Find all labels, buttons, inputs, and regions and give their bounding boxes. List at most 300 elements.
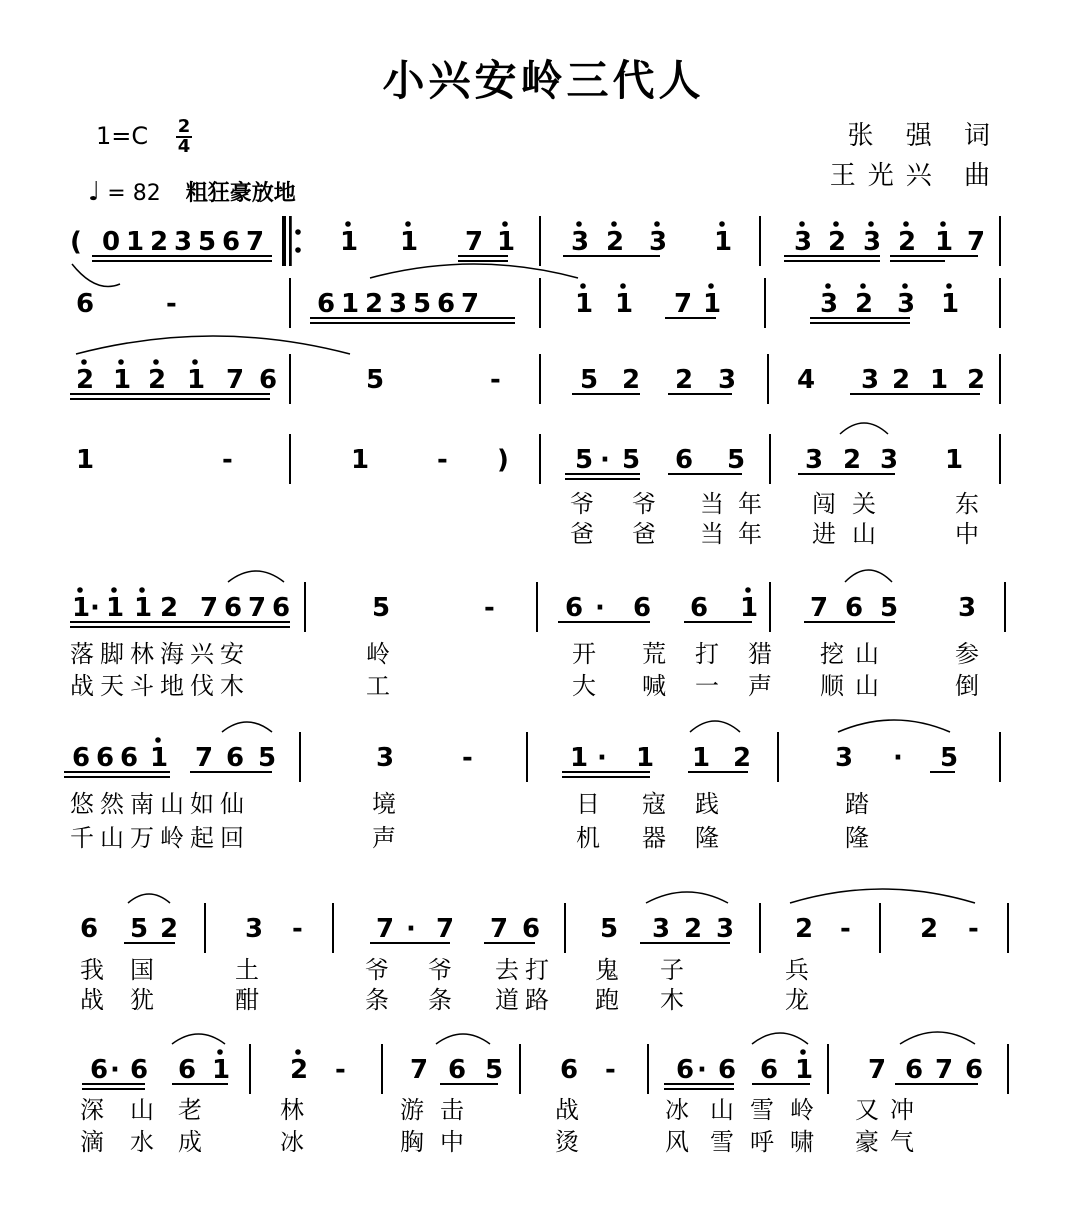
lyric-verse-1: 鬼 <box>595 956 619 984</box>
score-note: 5 <box>413 289 432 319</box>
octave-dot-high <box>405 221 411 227</box>
score-note: 3 <box>245 914 264 944</box>
lyric-verse-2: 起 <box>190 824 214 852</box>
lyric-verse-1: 山 <box>160 790 184 818</box>
lyric-verse-1: 如 <box>190 790 214 818</box>
score-note: · <box>90 593 100 623</box>
score-note: 1 <box>106 593 125 623</box>
score-note: 3 <box>376 743 395 773</box>
octave-dot-high <box>111 587 117 593</box>
octave-dot-high <box>81 359 87 365</box>
lyricist-credit: 张 强 词 <box>847 121 1002 151</box>
expression-marking: 粗狂豪放地 <box>185 181 296 206</box>
lyric-verse-1: 岭 <box>790 1096 814 1124</box>
lyric-verse-1: 战 <box>555 1096 579 1124</box>
score-note: 7 <box>200 593 219 623</box>
score-note: 1 <box>570 743 589 773</box>
lyric-verse-2: 天 <box>100 672 124 700</box>
score-note: 5 <box>372 593 391 623</box>
score-note: - <box>484 593 495 623</box>
score-note: 7 <box>226 365 245 395</box>
score-note: 5 <box>727 445 746 475</box>
octave-dot-high <box>860 283 866 289</box>
repeat-dot <box>295 229 301 235</box>
score-note: 5 <box>130 914 149 944</box>
score-note: 3 <box>897 289 916 319</box>
score-note: · <box>110 1055 120 1085</box>
score-note: 6 <box>676 1055 695 1085</box>
score-note: 7 <box>967 227 986 257</box>
score-note: - <box>605 1055 616 1085</box>
score-note: 6 <box>317 289 336 319</box>
score-note: - <box>335 1055 346 1085</box>
score-note: 5 <box>940 743 959 773</box>
lyric-verse-1: 土 <box>235 956 259 984</box>
score-note: 2 <box>290 1055 309 1085</box>
score-note: 0 <box>102 227 121 257</box>
lyric-verse-2: 声 <box>372 824 396 852</box>
score-note: 1 <box>795 1055 814 1085</box>
score-note: 6 <box>760 1055 779 1085</box>
lyric-verse-1: 闯 <box>812 490 836 518</box>
lyric-verse-1: 老 <box>178 1096 202 1124</box>
score-note: 6 <box>130 1055 149 1085</box>
lyric-verse-2: 当 <box>700 520 724 548</box>
lyric-verse-1: 然 <box>100 790 124 818</box>
score-note: 5 <box>600 914 619 944</box>
composer-credit: 王光兴 曲 <box>829 161 1002 191</box>
score-note: 2 <box>160 593 179 623</box>
octave-dot-high <box>719 221 725 227</box>
score-note: 6 <box>633 593 652 623</box>
score-note: 7 <box>461 289 480 319</box>
lyric-verse-2: 水 <box>130 1128 154 1156</box>
slur-arc <box>76 336 350 354</box>
score-note: · <box>595 593 605 623</box>
slur-arc <box>752 1033 808 1044</box>
lyric-verse-2: 斗 <box>130 672 154 700</box>
lyric-verse-2: 大 <box>572 672 596 700</box>
score-note: 5 <box>258 743 277 773</box>
score-note: · <box>893 743 903 773</box>
octave-dot-high <box>502 221 508 227</box>
score-note: 6 <box>90 1055 109 1085</box>
octave-dot-high <box>708 283 714 289</box>
lyric-verse-1: 林 <box>280 1096 304 1124</box>
lyric-verse-2: 风 <box>665 1128 689 1156</box>
slur-arc <box>840 423 888 434</box>
lyric-verse-2: 地 <box>160 672 184 700</box>
octave-dot-high <box>217 1049 223 1055</box>
lyric-verse-1: 境 <box>372 790 396 818</box>
lyric-verse-1: 打 <box>525 956 549 984</box>
octave-dot-high <box>833 221 839 227</box>
lyric-verse-2: 雪 <box>710 1128 734 1156</box>
score-note: 5 <box>880 593 899 623</box>
lyric-verse-1: 安 <box>220 640 244 668</box>
score-note: · <box>600 445 610 475</box>
tempo-bpm: = 82 <box>107 181 161 206</box>
slur-arc <box>228 571 284 582</box>
score-note: 7 <box>490 914 509 944</box>
score-note: - <box>292 914 303 944</box>
lyric-verse-1: 日 <box>576 790 600 818</box>
lyric-verse-1: 爷 <box>632 490 656 518</box>
octave-dot-high <box>799 221 805 227</box>
score-note: 2 <box>76 365 95 395</box>
score-note: 1 <box>945 445 964 475</box>
octave-dot-high <box>576 221 582 227</box>
score-note: 1 <box>575 289 594 319</box>
score-note: 3 <box>805 445 824 475</box>
lyric-verse-2: 路 <box>525 986 549 1014</box>
lyric-verse-2: 喊 <box>642 672 666 700</box>
lyric-verse-2: 爸 <box>570 520 594 548</box>
score-note: 7 <box>246 227 265 257</box>
score-note: 2 <box>148 365 167 395</box>
score-note: 3 <box>649 227 668 257</box>
octave-dot-high <box>654 221 660 227</box>
lyric-verse-2: 冰 <box>280 1128 304 1156</box>
score-note: 7 <box>248 593 267 623</box>
lyric-verse-2: 烫 <box>555 1128 579 1156</box>
lyric-verse-2: 伐 <box>190 672 214 700</box>
lyric-verse-2: 顺 <box>820 672 844 700</box>
score-note: 6 <box>718 1055 737 1085</box>
score-note: 3 <box>652 914 671 944</box>
score-note: 6 <box>965 1055 984 1085</box>
score-note: 6 <box>437 289 456 319</box>
octave-dot-high <box>295 1049 301 1055</box>
lyric-verse-2: 条 <box>365 986 389 1014</box>
score-note: 2 <box>898 227 917 257</box>
lyric-verse-1: 兵 <box>785 956 809 984</box>
lyric-verse-1: 爷 <box>365 956 389 984</box>
score-note: 2 <box>150 227 169 257</box>
score-note: 6 <box>675 445 694 475</box>
score-note: 1 <box>340 227 359 257</box>
lyric-verse-2: 山 <box>100 824 124 852</box>
score-note: · <box>597 743 607 773</box>
lyric-verse-1: 海 <box>160 640 184 668</box>
lyric-verse-1: 冲 <box>890 1096 914 1124</box>
lyric-verse-1: 践 <box>695 790 719 818</box>
lyric-verse-2: 成 <box>178 1128 202 1156</box>
score-note: ( <box>70 227 82 257</box>
score-note: 1 <box>126 227 145 257</box>
slur-arc <box>790 889 975 903</box>
repeat-dot <box>295 247 301 253</box>
octave-dot-high <box>192 359 198 365</box>
octave-dot-high <box>345 221 351 227</box>
slur-arc <box>690 721 740 732</box>
score-note: 6 <box>259 365 278 395</box>
score-note: 1 <box>341 289 360 319</box>
lyric-verse-2: 木 <box>660 986 684 1014</box>
lyric-verse-1: 我 <box>80 956 104 984</box>
lyric-verse-2: 工 <box>366 672 390 700</box>
score-note: 7 <box>410 1055 429 1085</box>
lyric-verse-1: 林 <box>130 640 154 668</box>
score-note: 7 <box>868 1055 887 1085</box>
score-note: 2 <box>843 445 862 475</box>
score-note: 5 <box>366 365 385 395</box>
lyric-verse-1: 年 <box>738 490 762 518</box>
time-signature-top: 2 <box>177 116 191 137</box>
quarter-note-icon: ♩ <box>88 177 101 207</box>
lyric-verse-2: 条 <box>428 986 452 1014</box>
lyric-verse-1: 脚 <box>100 640 124 668</box>
slur-arc <box>838 720 950 732</box>
octave-dot-high <box>620 283 626 289</box>
time-signature-bottom: 4 <box>177 136 191 157</box>
score-note: 5 <box>580 365 599 395</box>
score-note: 7 <box>935 1055 954 1085</box>
score-note: 1 <box>400 227 419 257</box>
score-note: 3 <box>716 914 735 944</box>
lyric-verse-1: 冰 <box>665 1096 689 1124</box>
lyric-verse-2: 爸 <box>632 520 656 548</box>
slur-arc <box>222 722 272 732</box>
lyric-verse-2: 啸 <box>790 1128 814 1156</box>
score-note: 2 <box>855 289 874 319</box>
score-note: 3 <box>389 289 408 319</box>
score-note: 5 <box>575 445 594 475</box>
score-note: - <box>166 289 177 319</box>
lyric-verse-1: 踏 <box>845 790 869 818</box>
lyric-verse-1: 挖 <box>820 640 844 668</box>
lyric-verse-1: 打 <box>695 640 719 668</box>
lyric-verse-1: 东 <box>955 490 979 518</box>
lyric-verse-2: 进 <box>812 520 836 548</box>
octave-dot-high <box>139 587 145 593</box>
score-note: 6 <box>76 289 95 319</box>
octave-dot-high <box>946 283 952 289</box>
slur-arc <box>900 1032 975 1044</box>
octave-dot-high <box>153 359 159 365</box>
lyric-verse-1: 游 <box>400 1096 424 1124</box>
score-note: 6 <box>690 593 709 623</box>
lyric-verse-1: 山 <box>130 1096 154 1124</box>
score-note: 1 <box>636 743 655 773</box>
score-note: - <box>437 445 448 475</box>
score-note: 2 <box>828 227 847 257</box>
lyric-verse-2: 年 <box>738 520 762 548</box>
lyric-verse-2: 龙 <box>785 986 809 1014</box>
lyric-verse-1: 南 <box>130 790 154 818</box>
octave-dot-high <box>77 587 83 593</box>
lyric-verse-1: 国 <box>130 956 154 984</box>
score-note: 2 <box>892 365 911 395</box>
octave-dot-high <box>868 221 874 227</box>
score-note: - <box>490 365 501 395</box>
lyric-verse-1: 寇 <box>642 790 666 818</box>
score-note: 6 <box>80 914 99 944</box>
score-note: 2 <box>733 743 752 773</box>
score-note: 7 <box>376 914 395 944</box>
lyric-verse-2: 酣 <box>235 986 259 1014</box>
score-note: 7 <box>810 593 829 623</box>
score-note: 1 <box>615 289 634 319</box>
lyric-verse-1: 击 <box>440 1096 464 1124</box>
lyric-verse-1: 山 <box>710 1096 734 1124</box>
lyric-verse-1: 参 <box>955 640 979 668</box>
lyric-verse-2: 一 <box>695 672 719 700</box>
lyric-verse-1: 悠 <box>70 790 94 818</box>
score-note: 6 <box>96 743 115 773</box>
score-note: 2 <box>967 365 986 395</box>
lyric-verse-2: 千 <box>70 824 94 852</box>
score-note: 3 <box>861 365 880 395</box>
score-note: 6 <box>522 914 541 944</box>
score-note: 6 <box>560 1055 579 1085</box>
octave-dot-high <box>745 587 751 593</box>
score-note: 3 <box>820 289 839 319</box>
score-note: 2 <box>622 365 641 395</box>
lyric-verse-2: 道 <box>495 986 519 1014</box>
score-note: 6 <box>222 227 241 257</box>
key-label: 1=C <box>96 122 149 150</box>
score-note: · <box>697 1055 707 1085</box>
score-note: 5 <box>622 445 641 475</box>
score-note: 1 <box>134 593 153 623</box>
lyric-verse-2: 气 <box>890 1128 914 1156</box>
score-note: 7 <box>195 743 214 773</box>
lyric-verse-1: 当 <box>700 490 724 518</box>
score-note: 1 <box>941 289 960 319</box>
score-note: 6 <box>226 743 245 773</box>
lyric-verse-2: 胸 <box>400 1128 424 1156</box>
score-note: 6 <box>845 593 864 623</box>
score-note: 1 <box>212 1055 231 1085</box>
octave-dot-high <box>902 283 908 289</box>
tie-arc <box>72 264 120 287</box>
score-note: 2 <box>684 914 703 944</box>
score-note: 6 <box>178 1055 197 1085</box>
score-note: 6 <box>565 593 584 623</box>
score-note: 1 <box>76 445 95 475</box>
lyric-verse-1: 爷 <box>428 956 452 984</box>
score-note: 3 <box>835 743 854 773</box>
lyric-verse-2: 山 <box>852 520 876 548</box>
lyric-verse-1: 荒 <box>642 640 666 668</box>
lyric-verse-2: 隆 <box>695 824 719 852</box>
score-note: · <box>406 914 416 944</box>
lyric-verse-1: 山 <box>855 640 879 668</box>
score-note: 6 <box>72 743 91 773</box>
lyric-verse-1: 雪 <box>750 1096 774 1124</box>
score-note: 3 <box>794 227 813 257</box>
octave-dot-high <box>903 221 909 227</box>
score-note: 1 <box>150 743 169 773</box>
octave-dot-high <box>940 221 946 227</box>
score-note: 7 <box>465 227 484 257</box>
score-note: 1 <box>930 365 949 395</box>
score-note: 2 <box>675 365 694 395</box>
score-note: 4 <box>797 365 816 395</box>
score-note: 1 <box>703 289 722 319</box>
score-note: 6 <box>448 1055 467 1085</box>
lyric-verse-2: 犹 <box>130 986 154 1014</box>
lyric-verse-1: 又 <box>855 1096 879 1124</box>
score-note: 6 <box>272 593 291 623</box>
lyric-verse-1: 关 <box>852 490 876 518</box>
score-note: - <box>222 445 233 475</box>
lyric-verse-1: 猎 <box>748 640 772 668</box>
score-note: 2 <box>920 914 939 944</box>
score-note: - <box>840 914 851 944</box>
lyric-verse-2: 万 <box>130 824 154 852</box>
score-note: - <box>968 914 979 944</box>
lyric-verse-2: 呼 <box>750 1128 774 1156</box>
lyric-verse-1: 兴 <box>190 640 214 668</box>
lyric-verse-2: 器 <box>642 824 666 852</box>
lyric-verse-2: 豪 <box>855 1128 879 1156</box>
score-note: 1 <box>113 365 132 395</box>
lyric-verse-2: 战 <box>70 672 94 700</box>
lyric-verse-2: 滴 <box>80 1128 104 1156</box>
score-note: 2 <box>160 914 179 944</box>
lyric-verse-1: 爷 <box>570 490 594 518</box>
lyric-verse-2: 倒 <box>955 672 979 700</box>
score-note: 7 <box>674 289 693 319</box>
lyric-verse-2: 岭 <box>160 824 184 852</box>
octave-dot-high <box>580 283 586 289</box>
octave-dot-high <box>118 359 124 365</box>
score-note: 6 <box>905 1055 924 1085</box>
score-note: 1 <box>935 227 954 257</box>
score-note: 3 <box>571 227 590 257</box>
slur-arc <box>646 892 728 903</box>
lyric-verse-1: 去 <box>495 956 519 984</box>
lyric-verse-1: 深 <box>80 1096 104 1124</box>
octave-dot-high <box>800 1049 806 1055</box>
lyric-verse-2: 跑 <box>595 986 619 1014</box>
lyric-verse-1: 仙 <box>220 790 244 818</box>
slur-arc <box>128 894 170 903</box>
score-note: ) <box>497 445 509 475</box>
lyric-verse-1: 落 <box>70 640 94 668</box>
lyric-verse-1: 岭 <box>366 640 390 668</box>
lyric-verse-1: 子 <box>660 956 684 984</box>
score-note: 2 <box>606 227 625 257</box>
lyric-verse-2: 回 <box>220 824 244 852</box>
score-note: 3 <box>958 593 977 623</box>
score-note: 3 <box>174 227 193 257</box>
song-title: 小兴安岭三代人 <box>382 56 705 105</box>
slur-arc <box>436 1034 490 1044</box>
slur-arc <box>370 264 578 278</box>
lyric-verse-1: 开 <box>572 640 596 668</box>
score-note: 3 <box>718 365 737 395</box>
octave-dot-high <box>825 283 831 289</box>
score-note: - <box>462 743 473 773</box>
slur-arc <box>172 1034 225 1044</box>
lyric-verse-2: 隆 <box>845 824 869 852</box>
lyric-verse-2: 山 <box>855 672 879 700</box>
score-note: 5 <box>485 1055 504 1085</box>
slur-arc <box>845 570 892 582</box>
score-note: 1 <box>497 227 516 257</box>
score-note: 2 <box>365 289 384 319</box>
score-note: 6 <box>120 743 139 773</box>
lyric-verse-2: 战 <box>80 986 104 1014</box>
lyric-verse-2: 声 <box>748 672 772 700</box>
lyric-verse-2: 中 <box>440 1128 464 1156</box>
score-note: 1 <box>351 445 370 475</box>
score-note: 5 <box>198 227 217 257</box>
score-note: 1 <box>714 227 733 257</box>
